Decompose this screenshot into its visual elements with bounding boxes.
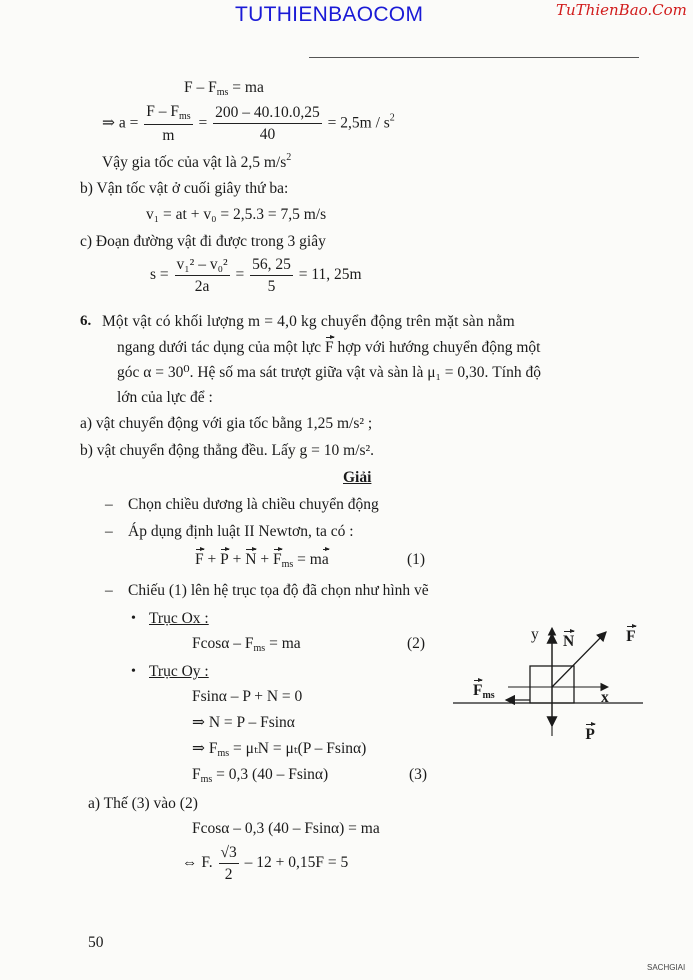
dash-1: – [105,496,113,513]
ox-equation: Fcosα – $F_{ms}$ = ma [192,635,301,654]
site-title[interactable]: TUTHIENBAOCOM [235,3,424,26]
solution-step-1: Chọn chiều dương là chiều chuyển động [128,496,379,513]
corner-brand: SACHGIAI [647,963,686,972]
substitution-equation-1: Fcosα – 0,3 (40 – Fsinα) = ma [192,820,380,837]
applied-force-arrow [552,632,606,687]
y-axis-label: y [531,626,539,643]
part-c-heading: c) Đoạn đường vật đi được trong 3 giây [80,233,326,250]
distance-equation: s = $\frac{\text{v₁² – v₀²}}{2a}$ = $\frac{56, 25}{5}$ = 11, 25m [150,256,362,295]
substitution-equation-2: ⇔ F. $\frac{√3}{2}$ – 12 + 0,15F = 5 [182,844,349,883]
x-axis-label: x [601,689,609,706]
friction-force-label: $F_{ms}$ [473,682,495,701]
problem-line-4: lớn của lực để : [117,389,213,406]
solution-title: Giải [343,469,372,486]
weight-label: P [585,726,595,743]
fraction-numeric: $\frac{200 - 40.10.0,25}{40}$ [215,104,320,143]
part-a-substitution: a) Thế (3) vào (2) [88,795,198,812]
velocity-equation: v₁ = at + v₀ = 2,5.3 = 7,5 m/s [146,206,327,223]
bullet-ox: • [131,611,136,626]
equation-tag-3: (3) [409,766,428,783]
header-rule [309,57,639,58]
equation-acceleration: ⇒ a = $\frac{F - F_{ms}}{m}$ = $\frac{200 - 40.10.0,25}{40}$ = $2,5m / s^2$ [102,103,395,144]
problem-line-2: ngang dưới tác dụng của một lực F hợp với hướng chuyển động một [117,339,541,356]
bullet-oy: • [131,664,136,679]
page-number: 50 [88,934,104,951]
equation-tag-2: (2) [407,635,426,652]
axis-oy-heading: Trục Oy : [149,663,209,680]
fraction-sqrt3: $\frac{√3}{2}$ [220,844,237,883]
question-b: b) vật chuyển động thẳng đều. Lấy g = 10 m/s². [80,442,375,459]
solution-step-3: Chiếu (1) lên hệ trục tọa độ đã chọn như hình vẽ [128,582,429,599]
acceleration-conclusion: Vậy gia tốc của vật là 2,5 $m/s^2$ [102,152,292,171]
fraction-force-mass: $\frac{F - F_{ms}}{m}$ [146,103,191,144]
question-a: a) vật chuyển động với gia tốc bằng 1,25 m/s² ; [80,415,373,432]
oy-equation-3: ⇒ $F_{ms} = \mu_tN = \mu_t(P - Fsin\alpha)$ [192,740,367,759]
axis-ox-heading: Trục Ox : [149,610,209,627]
dash-2: – [105,523,113,540]
problem-line-1: Một vật có khối lượng m = 4,0 kg chuyển động trên mặt sàn nằm [102,313,515,330]
equation-newton: F – $F_{ms}$ = ma [184,79,264,98]
solution-step-2: Áp dụng định luật II Newtơn, ta có : [128,523,354,540]
site-logo: TuThienBao.Com [556,1,687,19]
oy-equation-1: Fsinα – P + N = 0 [192,688,303,705]
fraction-velocity: $\frac{\text{v₁² – v₀²}}{2a}$ [176,256,228,295]
applied-force-label: F [626,628,636,645]
normal-force-label: N [563,633,575,650]
problem-line-3: góc α = 30⁰. Hệ số ma sát trượt giữa vật và sàn là μ₁ = 0,30. Tính độ [117,364,541,381]
oy-equation-2: ⇒ N = P – Fsinα [192,714,295,731]
vector-equation: $F + P + N + F_{ms}$ = ma [195,551,329,570]
problem-number: 6. [80,313,92,329]
equation-tag-1: (1) [407,551,426,568]
part-b-heading: b) Vận tốc vật ở cuối giây thứ ba: [80,180,289,197]
dash-3: – [105,582,113,599]
oy-equation-4: $F_{ms} = 0,3$ (40 – Fsinα) [192,766,329,785]
fraction-distance: $\frac{56, 25}{5}$ [252,256,291,295]
